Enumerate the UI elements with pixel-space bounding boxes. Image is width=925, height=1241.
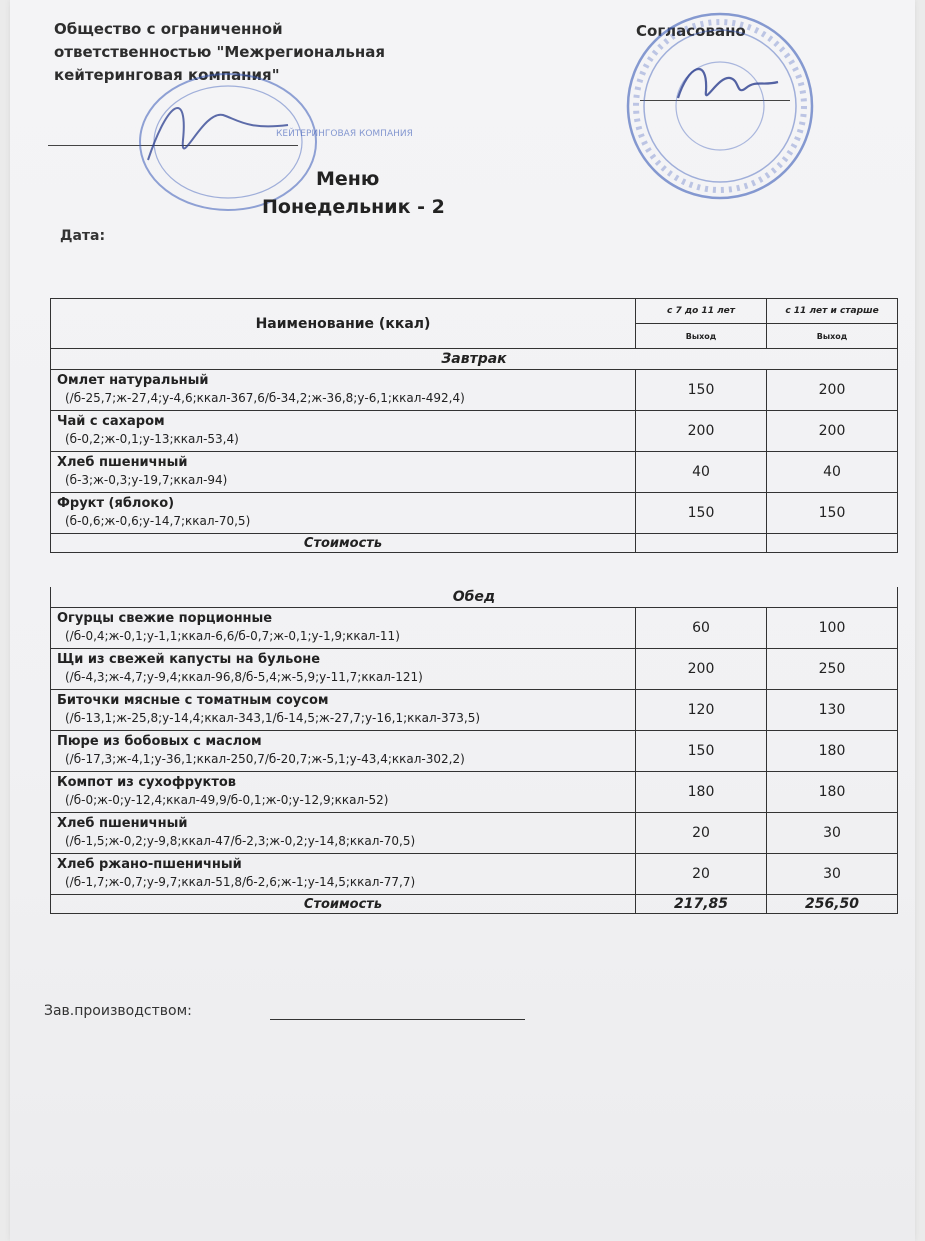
output-2-value: 150: [767, 493, 898, 534]
output-2-value: 250: [767, 649, 898, 690]
lunch-cost-1: 217,85: [636, 895, 767, 914]
output-2-header: Выход: [767, 324, 898, 349]
page-subtitle: Понедельник - 2: [262, 196, 445, 218]
production-head-label: Зав.производством:: [44, 1003, 192, 1019]
dish-name: Щи из свежей капусты на бульоне: [57, 652, 321, 667]
dish-cell: [51, 813, 636, 854]
lunch-cost-2: 256,50: [767, 895, 898, 914]
dish-name: Хлеб ржано-пшеничный: [57, 857, 242, 872]
output-1-value: 200: [636, 411, 767, 452]
output-2-value: 130: [767, 690, 898, 731]
breakfast-cost-1: [636, 534, 767, 553]
dish-name: Огурцы свежие порционные: [57, 611, 273, 626]
output-2-value: 200: [767, 411, 898, 452]
dish-name: Пюре из бобовых с маслом: [57, 734, 262, 749]
name-column-header: Наименование (ккал): [51, 299, 636, 349]
dish-name: Омлет натуральный: [57, 373, 209, 388]
lunch-cost-row: [51, 895, 898, 914]
director-signature: [148, 108, 288, 160]
dish-name: Биточки мясные с томатным соусом: [57, 693, 329, 708]
output-1-value: 20: [636, 813, 767, 854]
dish-nutrition: (/б-1,7;ж-0,7;у-9,7;ккал-51,8/б-2,6;ж-1;у-14,5;ккал-77,7): [65, 875, 416, 889]
table-row: [51, 452, 898, 493]
output-1-value: 150: [636, 493, 767, 534]
dish-cell: [51, 493, 636, 534]
dish-cell: [51, 608, 636, 649]
dish-nutrition: (б-0,6;ж-0,6;у-14,7;ккал-70,5): [65, 514, 251, 528]
age-group-1-header: с 7 до 11 лет: [636, 299, 767, 324]
output-1-value: 40: [636, 452, 767, 493]
dish-cell: [51, 370, 636, 411]
stamp-text: КЕЙТЕРИНГОВАЯ КОМПАНИЯ: [276, 129, 413, 139]
output-2-value: 40: [767, 452, 898, 493]
dish-name: Компот из сухофруктов: [57, 775, 237, 790]
output-2-value: 100: [767, 608, 898, 649]
output-2-value: 30: [767, 854, 898, 895]
table-row: [51, 411, 898, 452]
breakfast-title: Завтрак: [51, 349, 898, 370]
dish-cell: [51, 731, 636, 772]
table-row: [51, 690, 898, 731]
dish-nutrition: (/б-17,3;ж-4,1;у-36,1;ккал-250,7/б-20,7;ж-5,1;у-43,4;ккал-302,2): [65, 752, 465, 766]
output-2-value: 30: [767, 813, 898, 854]
table-row: [51, 493, 898, 534]
table-row: [51, 608, 898, 649]
dish-cell: [51, 649, 636, 690]
table-row: [51, 731, 898, 772]
dish-nutrition: (/б-13,1;ж-25,8;у-14,4;ккал-343,1/б-14,5;ж-27,7;у-16,1;ккал-373,5): [65, 711, 481, 725]
output-1-value: 60: [636, 608, 767, 649]
table-header-row: [51, 299, 898, 324]
output-2-value: 200: [767, 370, 898, 411]
output-1-value: 150: [636, 370, 767, 411]
table-row: [51, 370, 898, 411]
page-title: Меню: [316, 168, 380, 190]
dish-nutrition: (/б-4,3;ж-4,7;у-9,4;ккал-96,8/б-5,4;ж-5,9;у-11,7;ккал-121): [65, 670, 423, 684]
menu-table: [50, 298, 898, 914]
approval-stamp: [618, 6, 823, 201]
dish-name: Хлеб пшеничный: [57, 455, 188, 470]
output-1-value: 150: [636, 731, 767, 772]
approval-label: Согласовано: [636, 22, 746, 40]
output-1-value: 20: [636, 854, 767, 895]
dish-name: Чай с сахаром: [57, 414, 165, 429]
dish-cell: [51, 772, 636, 813]
production-head-signature-line: [270, 1019, 525, 1020]
approval-signature: [678, 69, 778, 98]
date-label: Дата:: [60, 228, 106, 244]
dish-cell: [51, 854, 636, 895]
table-row: [51, 649, 898, 690]
output-1-value: 120: [636, 690, 767, 731]
section-spacer: [51, 553, 898, 588]
output-1-value: 180: [636, 772, 767, 813]
dish-name: Хлеб пшеничный: [57, 816, 188, 831]
dish-nutrition: (б-0,2;ж-0,1;у-13;ккал-53,4): [65, 432, 239, 446]
table-row: [51, 772, 898, 813]
table-row: [51, 813, 898, 854]
age-group-2-header: с 11 лет и старше: [767, 299, 898, 324]
lunch-title: Обед: [51, 587, 898, 608]
organization-line-2: ответственностью "Межрегиональная: [54, 43, 385, 61]
breakfast-cost-row: [51, 534, 898, 553]
dish-nutrition: (б-3;ж-0,3;у-19,7;ккал-94): [65, 473, 228, 487]
dish-nutrition: (/б-0,4;ж-0,1;у-1,1;ккал-6,6/б-0,7;ж-0,1;у-1,9;ккал-11): [65, 629, 400, 643]
dish-name: Фрукт (яблоко): [57, 496, 175, 511]
dish-nutrition: (/б-25,7;ж-27,4;у-4,6;ккал-367,6/б-34,2;ж-36,8;у-6,1;ккал-492,4): [65, 391, 465, 405]
lunch-cost-label: Стоимость: [51, 895, 636, 914]
dish-nutrition: (/б-0;ж-0;у-12,4;ккал-49,9/б-0,1;ж-0;у-12,9;ккал-52): [65, 793, 389, 807]
dish-cell: [51, 411, 636, 452]
breakfast-cost-label: Стоимость: [51, 534, 636, 553]
lunch-section-row: [51, 587, 898, 608]
output-1-value: 200: [636, 649, 767, 690]
breakfast-cost-2: [767, 534, 898, 553]
organization-line-1: Общество с ограниченной: [54, 20, 283, 38]
table-row: [51, 854, 898, 895]
breakfast-section-row: [51, 349, 898, 370]
organization-line-3: кейтеринговая компания": [54, 66, 280, 84]
output-1-header: Выход: [636, 324, 767, 349]
dish-nutrition: (/б-1,5;ж-0,2;у-9,8;ккал-47/б-2,3;ж-0,2;у-14,8;ккал-70,5): [65, 834, 416, 848]
output-2-value: 180: [767, 731, 898, 772]
output-2-value: 180: [767, 772, 898, 813]
dish-cell: [51, 452, 636, 493]
dish-cell: [51, 690, 636, 731]
